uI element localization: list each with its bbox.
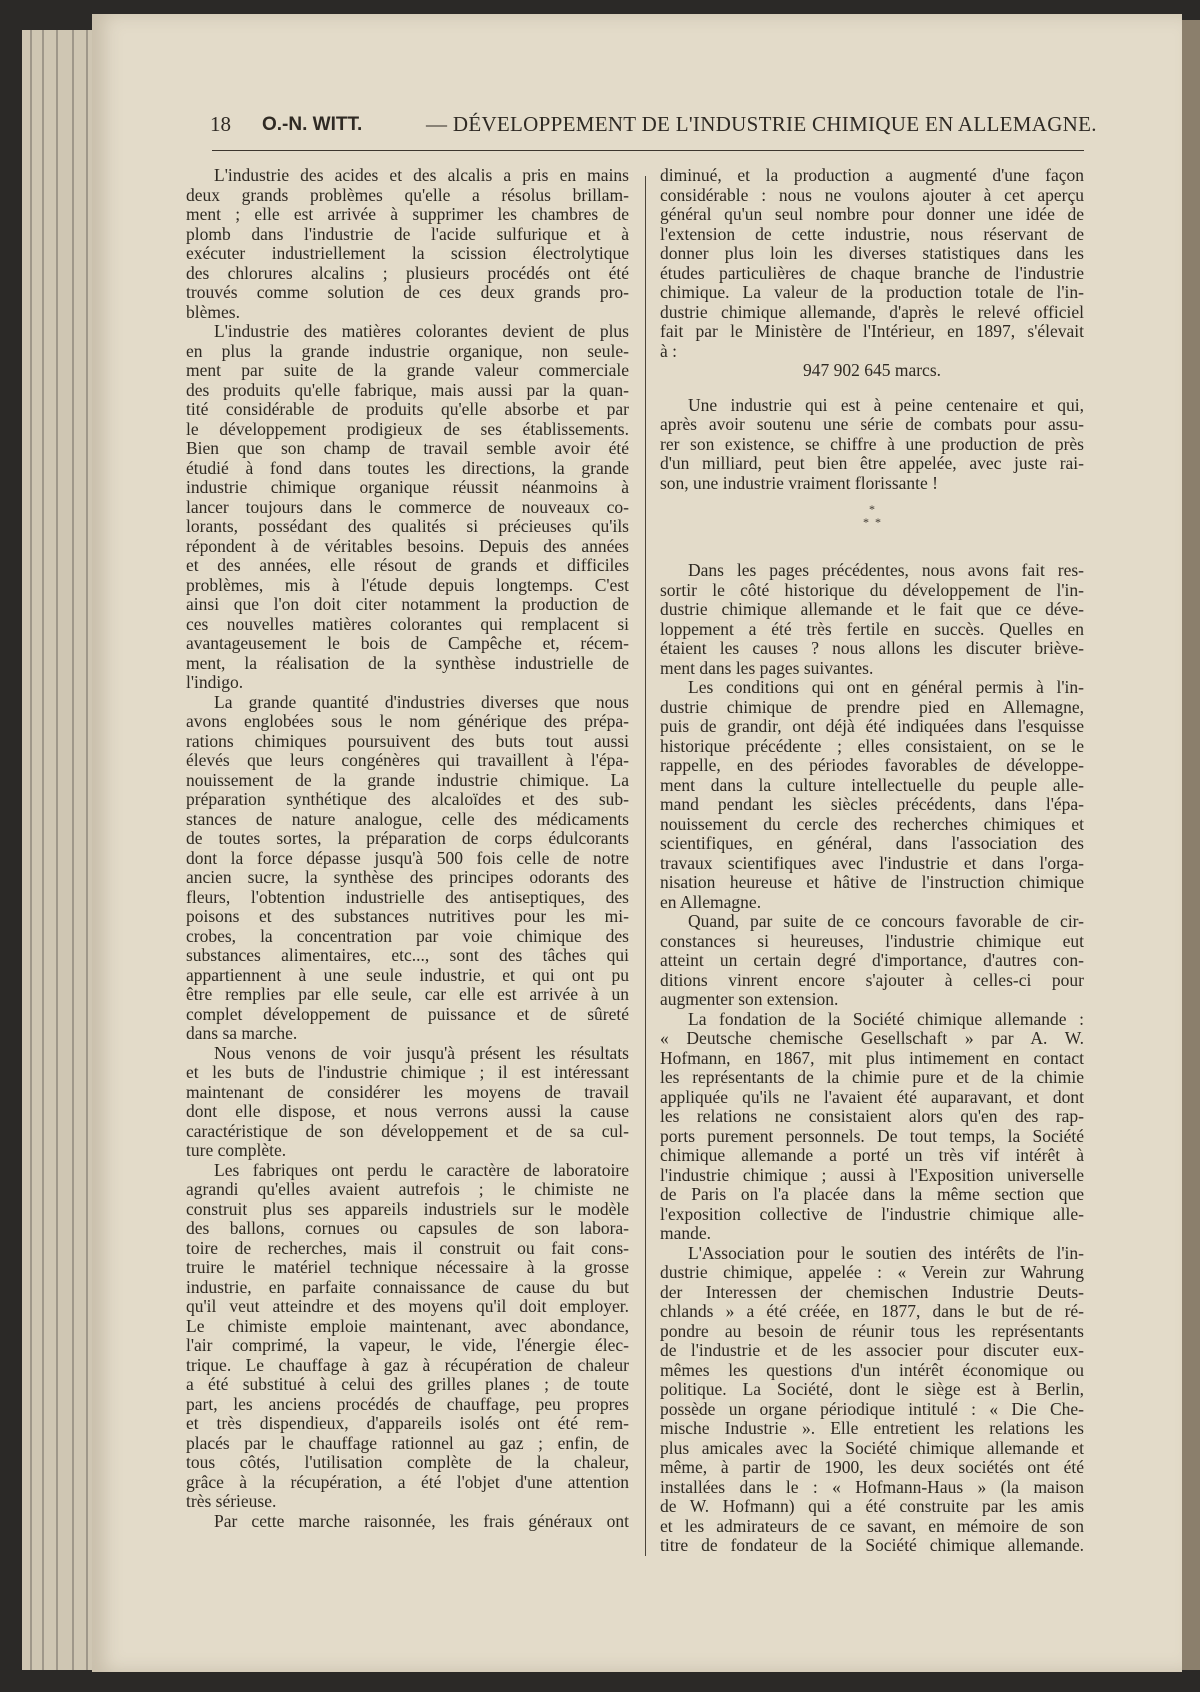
page-edge-line [30,30,32,1670]
page-edge-line [56,30,58,1670]
text-line: ces nouvelles matières colorantes qui remplacent si [186,614,629,634]
text-line: ment dans la culture intellectuelle du peuple alle- [660,775,1084,795]
text-line: de toutes sortes, la préparation de corps édulcorants [186,829,629,848]
text-line: trouvés comme solution de ces deux grands pro- [186,283,629,302]
text-line: l'extension de cette industrie, nous réservant de [660,224,1084,244]
text-line: Une industrie qui est à peine centenaire et qui, [688,395,1084,415]
text-line: caractéristique de son développement et de sa cul- [186,1121,629,1141]
right-column [660,166,1084,1556]
header-title: — DÉVELOPPEMENT DE L'INDUSTRIE CHIMIQUE EN ALLEMAGNE. [426,112,1097,136]
text-line: répondent à de véritables besoins. Depuis des années [186,536,629,556]
text-line: installées dans le : « Hofmann-Haus » (la maison [660,1477,1084,1497]
text-line: Hofmann, en 1867, mit plus intimement en contact [660,1048,1084,1068]
text-line: puis de grandir, ont déjà été indiquées dans l'esquisse [660,717,1084,736]
text-line: chimique. La valeur de la production totale de l'in- [660,283,1084,302]
text-line: son, une industrie vraiment florissante ! [660,473,938,493]
text-line: tous côtés, l'utilisation complète de la chaleur, [186,1453,629,1472]
text-line: étudié à fond dans toutes les directions, la grande [186,458,629,478]
text-line: dustrie chimique allemande et le fait que ce déve- [660,600,1084,619]
text-line: atteint un certain degré d'importance, d'autres con- [660,951,1084,970]
page-number: 18 [210,112,231,136]
text-line: Le chimiste emploie maintenant, avec abondance, [186,1316,629,1336]
text-line: Bien que son champ de travail semble avoir été [186,439,629,458]
page-edge-line [72,30,74,1670]
paragraph [660,561,1084,678]
paragraph [186,166,629,322]
text-line: de W. Hofmann) qui a été construite par les amis [660,1497,1084,1516]
text-line: Nous venons de voir jusqu'à présent les résultats [214,1043,629,1063]
text-line: travaux scientifiques avec l'industrie et dans l'orga- [660,853,1084,873]
paragraph [660,1244,1084,1556]
text-line: nisation heureuse et hâtive de l'instruction chimique [660,873,1084,892]
text-line: dans sa marche. [186,1024,298,1043]
text-line: part, les anciens procédés de chauffage, peu propres [186,1394,629,1414]
text-line: rappelle, en des périodes favorables de développe- [660,756,1084,775]
text-line: a été substitué à celui des grilles planes ; de toute [186,1375,629,1394]
text-line: dustrie chimique, appelée : « Verein zur Wahrung [660,1263,1084,1282]
text-line: être remplies par elle seule, car elle est arrivée à un [186,985,629,1004]
text-line: fleurs, l'obtention industrielle des antiseptiques, des [186,887,629,907]
text-line: « Deutsche chemische Gesellschaft » par A. W. [660,1029,1084,1048]
text-line: Par cette marche raisonnée, les frais généraux ont [214,1511,629,1531]
text-line: industrie, en parfaite connaissance de cause du but [186,1277,629,1297]
text-line: plomb dans l'industrie de l'acide sulfurique et à [186,224,629,244]
text-line: agrandi qu'elles avaient autrefois ; le chimiste ne [186,1180,629,1199]
text-line: ditions vinrent encore s'ajouter à celles-ci pour [660,970,1084,990]
text-line: l'indigo. [186,673,244,692]
text-line: La fondation de la Société chimique allemande : [688,1009,1084,1029]
text-line: même, à partir de 1900, les deux sociétés ont été [660,1458,1084,1477]
text-line: études particulières de chaque branche de l'industrie [660,263,1084,283]
text-line: nouissement de la grande industrie chimique. La [186,770,629,790]
text-line: ainsi que l'on doit citer notamment la production de [186,595,629,614]
text-line: appliquée qu'ils ne l'avaient été auparavant, et dont [660,1087,1084,1107]
text-line: L'industrie des acides et des alcalis a pris en mains [214,166,629,185]
left-column [186,166,629,1531]
text-line: toire de recherches, mais il construit ou fait cons- [186,1238,629,1258]
text-line: considérable : nous ne voulons ajouter à cet aperçu [660,185,1084,205]
text-line: Les conditions qui ont en général permis à l'in- [688,678,1084,697]
paragraph [186,693,629,1044]
text-line: loppement a été très fertile en succès. Quelles en [660,619,1084,639]
text-line: poisons et des substances nutritives pour les mi- [186,907,629,926]
running-header [210,112,1097,138]
text-line: ports purement personnels. De tout temps, la Société [660,1126,1084,1146]
column-divider [645,176,646,1556]
header-author: O.-N. WITT. [262,114,363,135]
production-figure: 947 902 645 marcs. [802,361,942,380]
text-line: ture complète. [186,1141,287,1160]
text-line: dont elle dispose, et nous verrons aussi la cause [186,1102,629,1121]
page-stack-edges [22,30,100,1670]
text-line: nouissement du cercle des recherches chimiques et [660,814,1084,834]
text-line: ment ; elle est arrivée à supprimer les chambres de [186,205,629,224]
text-line: ment, la réalisation de la synthèse industrielle de [186,653,629,673]
text-line: tité considérable de produits qu'elle absorbe et par [186,400,629,419]
text-line: chlands » a été créée, en 1877, dans le but de ré- [660,1302,1084,1321]
text-line: des ballons, cornues ou capsules de son labora- [186,1219,629,1238]
text-line: appartiennent à une seule industrie, et qui ont pu [186,965,629,985]
paragraph [660,166,1084,361]
text-line: mand pendant les siècles précédents, dans l'épa- [660,795,1084,814]
asterism-separator: * * * [863,502,881,529]
paragraph [186,1512,629,1532]
text-line: à : [660,341,678,361]
text-line: possède un organe périodique intitulé : « Die Che- [660,1399,1084,1419]
text-line: plus amicales avec la Société chimique allemande et [660,1438,1084,1458]
text-line: dustrie chimique de prendre pied en Allemagne, [660,697,1084,717]
paragraph [186,322,629,693]
text-line: le développement prodigieux de ses établissements. [186,419,629,439]
text-line: historique précédente ; elles consistaient, on se le [660,736,1084,756]
text-line: titre de fondateur de la Société chimique allemande. [660,1536,1084,1555]
text-line: lancer toujours dans le commerce de nouveaux co- [186,497,629,517]
text-line: rations chimiques poursuivent des buts tout aussi [186,731,629,751]
text-line: lorants, possédant des qualités si précieuses qu'ils [186,517,629,536]
page-edge-line [42,30,44,1670]
text-line: L'industrie des matières colorantes devient de plus [214,322,629,341]
text-line: Dans les pages précédentes, nous avons fait res- [688,561,1084,580]
text-line: donner plus loin les diverses statistiques dans les [660,244,1084,263]
text-line: exécuter industriellement la scission électrolytique [186,244,629,263]
text-line: et des années, elle résout de grands et difficiles [186,556,629,575]
header-rule [212,150,1084,151]
paragraph [186,1044,629,1161]
text-line: des produits qu'elle fabrique, mais aussi par la quan- [186,380,629,400]
text-line: complet développement de puissance et de sûreté [186,1004,629,1024]
text-line: l'exposition collective de l'industrie chimique alle- [660,1204,1084,1224]
text-line: Quand, par suite de ce concours favorable de cir- [688,912,1084,931]
text-line: blèmes. [186,302,240,322]
text-line: mande. [660,1224,712,1243]
text-line: étaient les causes ? nous allons les discuter briève- [660,639,1084,658]
text-line: l'industrie chimique ; aussi à l'Exposition universelle [660,1165,1084,1185]
text-line: en Allemagne. [660,892,762,912]
text-line: rer son existence, se chiffre à une production de près [660,434,1084,454]
text-line: fait par le Ministère de l'Intérieur, en 1897, s'élevait [660,322,1084,341]
text-line: les relations ne consistaient alors qu'en des rap- [660,1107,1084,1126]
text-line: truire le matériel technique nécessaire à la grosse [186,1258,629,1277]
text-line: La grande quantité d'industries diverses que nous [214,692,629,712]
text-line: et très dispendieux, d'appareils isolés ont été rem- [186,1414,629,1433]
text-line: dustrie chimique allemande, d'après le relevé officiel [660,302,1084,322]
text-line: problèmes, mis à l'étude depuis longtemps. C'est [186,575,629,595]
paragraph [660,678,1084,912]
paragraph [186,1161,629,1512]
text-line: ment dans les pages suivantes. [660,658,874,678]
text-line: der Interessen der chemischen Industrie Deuts- [660,1282,1084,1302]
text-line: scientifiques, en général, dans l'association des [660,834,1084,853]
text-line: de Paris on l'a placée dans la même section que [660,1185,1084,1204]
text-line: avons englobées sous le nom générique des prépa- [186,712,629,731]
text-line: ancien sucre, la synthèse des principes odorants des [186,868,629,887]
text-line: industrie chimique organique réussit néanmoins à [186,478,629,497]
text-line: stances de nature analogue, celle des médicaments [186,809,629,829]
text-line: trique. Le chauffage à gaz à récupération de chaleur [186,1355,629,1375]
text-line: préparation synthétique des alcaloïdes et des sub- [186,790,629,809]
text-line: Les fabriques ont perdu le caractère de laboratoire [214,1160,629,1180]
text-line: qu'il veut atteindre et des moyens qu'il doit employer. [186,1297,629,1316]
paragraph [660,912,1084,1010]
text-line: mische Industrie ». Elle entretient les relations les [660,1419,1084,1438]
text-line: général qu'un seul nombre pour donner une idée de [660,205,1084,224]
text-line: construit plus ses appareils industriels sur le modèle [186,1199,629,1219]
text-line: constances si heureuses, l'industrie chimique eut [660,931,1084,951]
text-line: pondre au besoin de réunir tous les représentants [660,1321,1084,1341]
text-line: les représentants de la chimie pure et de la chimie [660,1068,1084,1087]
text-line: dont la force dépasse jusqu'à 500 fois celle de notre [186,848,629,868]
page-edge-line [86,30,88,1670]
text-line: en plus la grande industrie organique, non seule- [186,341,629,361]
paragraph [660,396,1084,494]
text-line: maintenant de considérer les moyens de travail [186,1082,629,1102]
text-line: deux grands problèmes qu'elle a résolus brillam- [186,185,629,205]
text-line: ment par suite de la grande valeur commerciale [186,361,629,380]
text-line: l'air comprimé, la vapeur, le vide, l'énergie élec- [186,1336,629,1355]
text-line: des chlorures alcalins ; plusieurs procédés ont été [186,263,629,283]
text-line: augmenter son extension. [660,990,839,1009]
text-line: diminué, et la production a augmenté d'une façon [660,166,1084,185]
text-line: substances alimentaires, etc..., sont des tâches qui [186,946,629,965]
text-line: avantageusement le bois de Campêche et, récem- [186,634,629,653]
text-line: après avoir soutenu une série de combats pour assu- [660,415,1084,434]
text-line: très sérieuse. [186,1492,277,1511]
text-line: élevés que leurs congénères qui travaillent à l'épa- [186,751,629,770]
text-line: mêmes les questions d'un intérêt économique ou [660,1360,1084,1380]
text-line: grâce à la récupération, a été l'objet d'une attention [186,1472,629,1492]
text-line: placés par le chauffage rationnel au gaz ; enfin, de [186,1433,629,1453]
text-line: politique. La Société, dont le siège est à Berlin, [660,1380,1084,1399]
text-line: chimique allemande a porté un très vif intérêt à [660,1146,1084,1165]
text-line: L'Association pour le soutien des intérêts de l'in- [688,1243,1084,1263]
text-line: et les buts de l'industrie chimique ; il est intéressant [186,1063,629,1082]
text-line: d'un milliard, peut bien être appelée, avec juste rai- [660,454,1084,473]
paragraph [660,1010,1084,1244]
text-line: sortir le côté historique du développement de l'in- [660,580,1084,600]
text-line: et les admirateurs de ce savant, en mémoire de son [660,1516,1084,1536]
text-line: crobes, la concentration par voie chimique des [186,926,629,946]
text-line: de l'industrie et de les associer pour discuter eux- [660,1341,1084,1360]
